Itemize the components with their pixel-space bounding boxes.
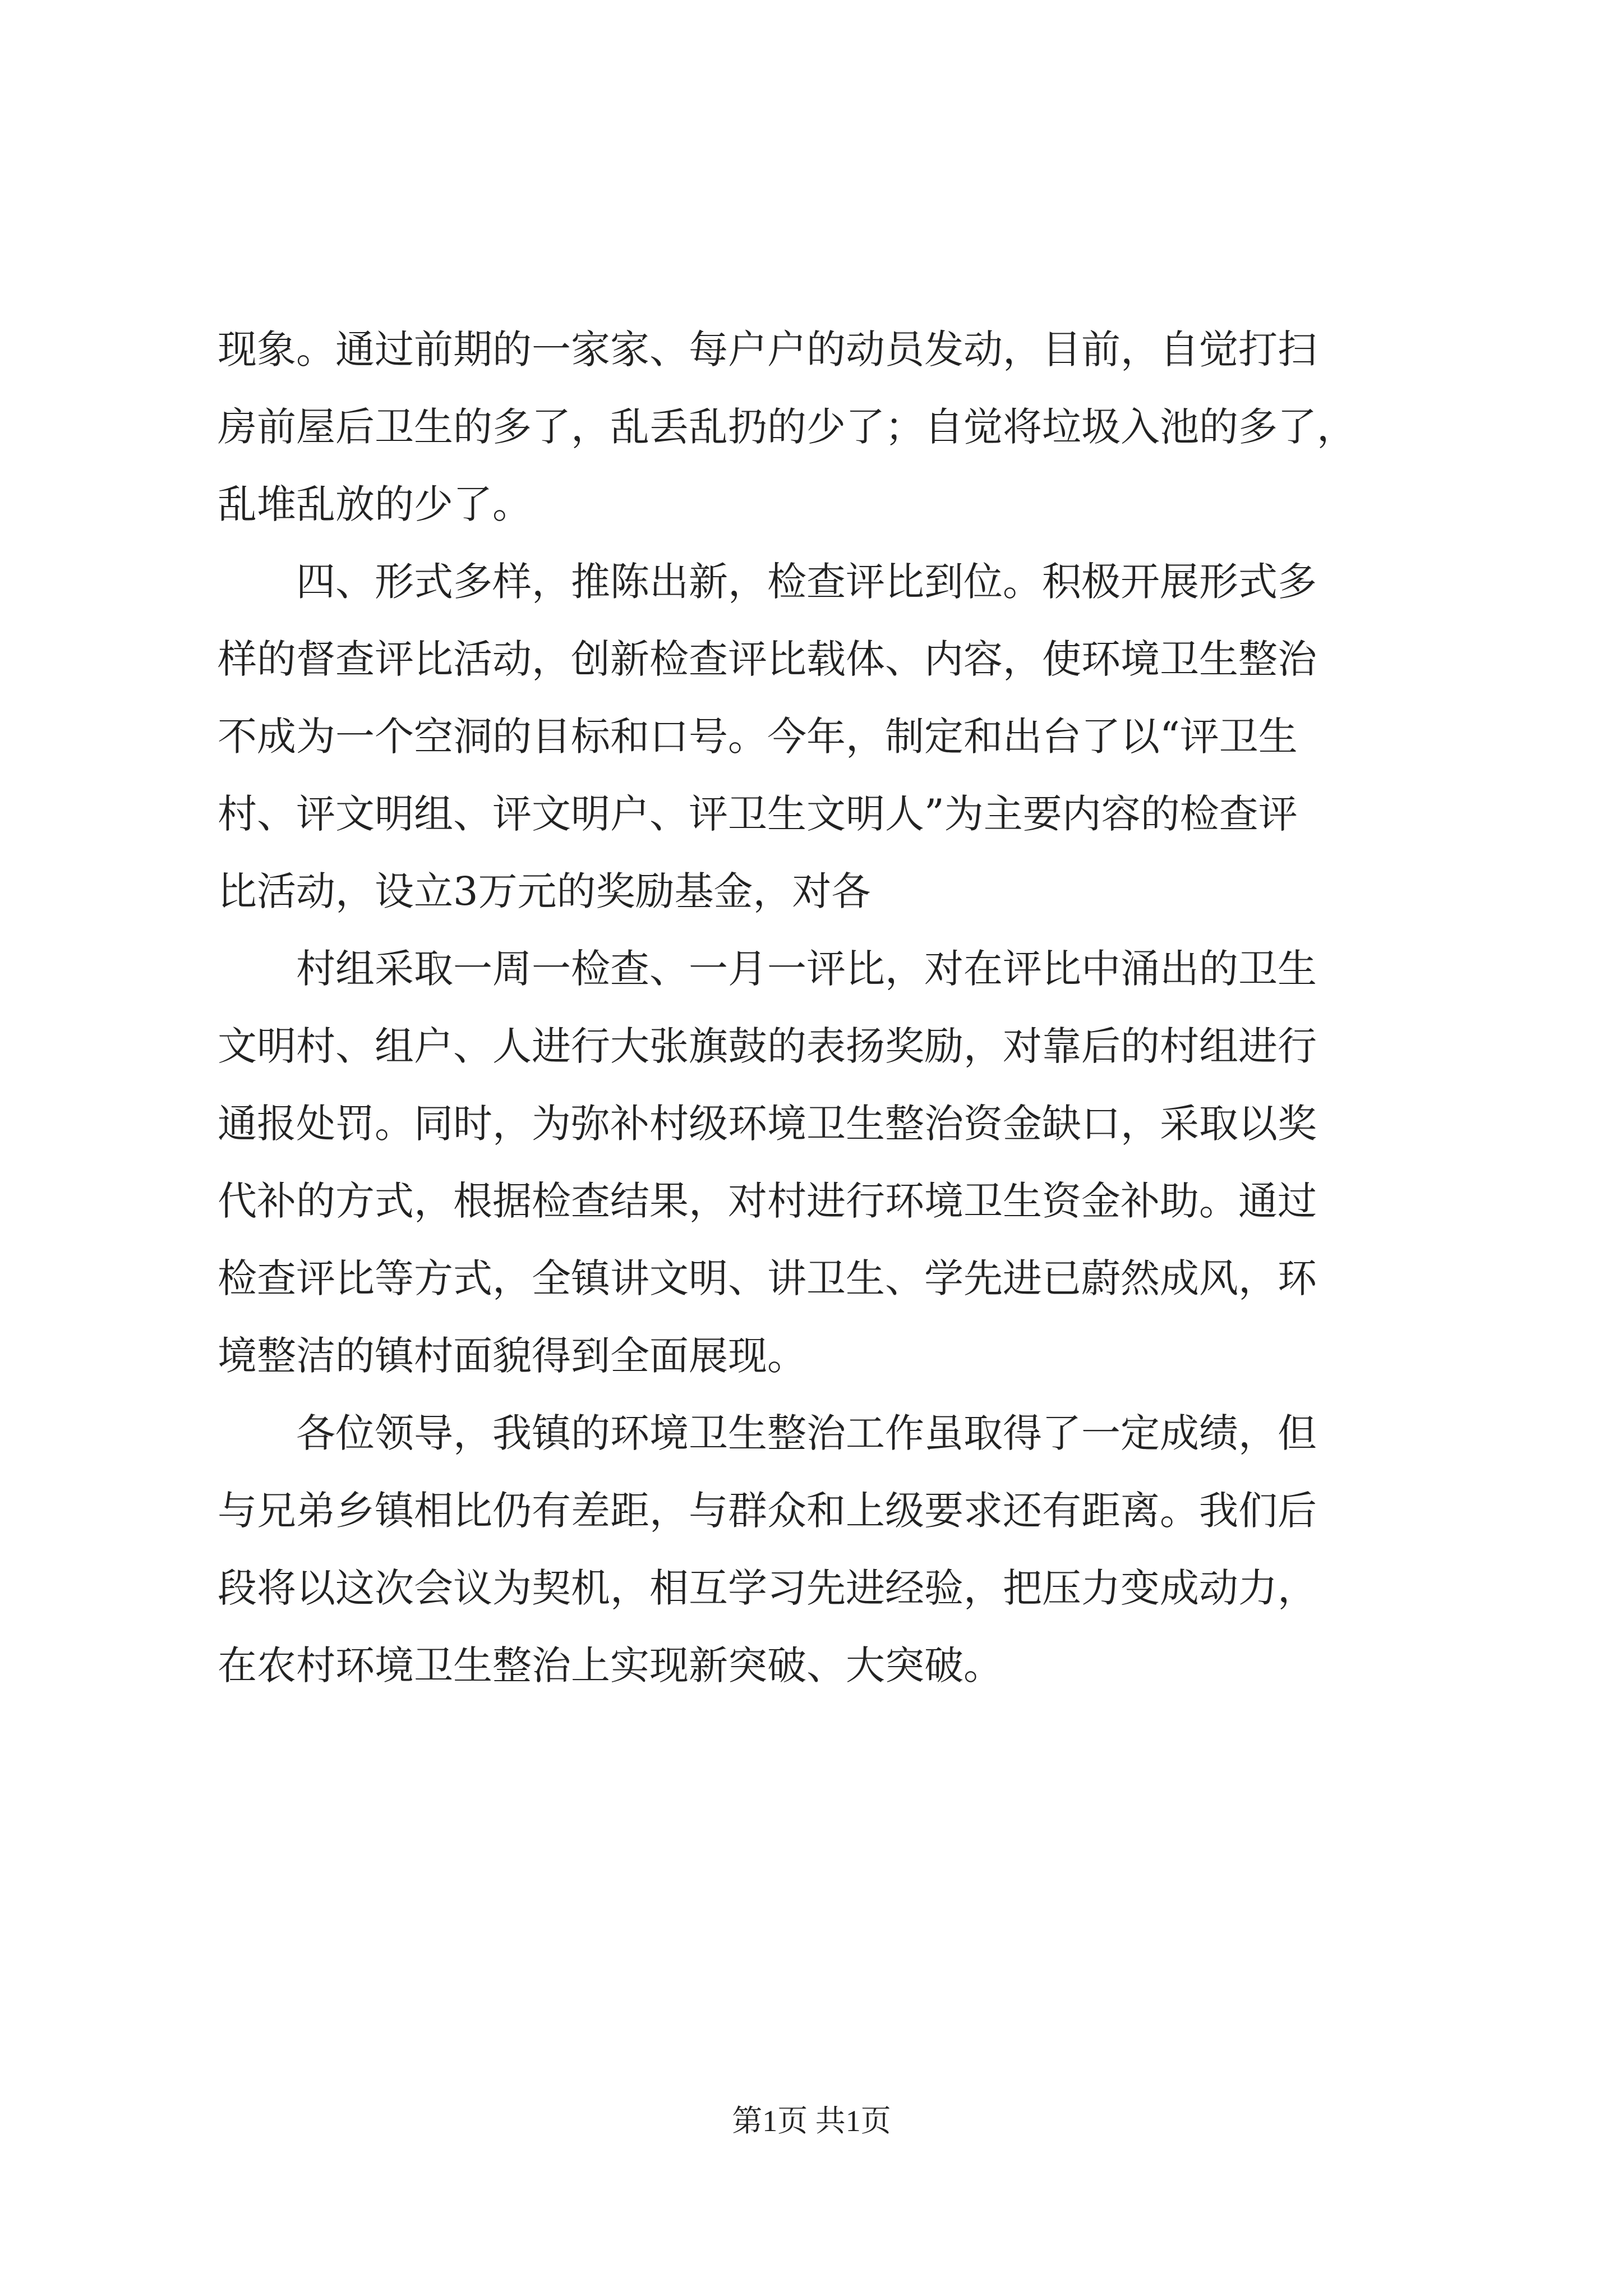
paragraph-3 — [218, 930, 1412, 1395]
paragraph-line: 各位领导，我镇的环境卫生整治工作虽取得了一定成绩，但 — [296, 1410, 1317, 1456]
paragraph-1 — [218, 311, 1412, 543]
paragraph-line: 村组采取一周一检查、一月一评比，对在评比中涌出的卫生 — [296, 946, 1317, 992]
paragraph-line: 乱堆乱放的少了。 — [218, 481, 532, 527]
paragraph-line: 村、评文明组、评文明户、评卫生文明人”为主要内容的检查评 — [218, 791, 1298, 837]
paragraph-line: 段将以这次会议为契机，相互学习先进经验，把压力变成动力， — [218, 1565, 1317, 1611]
paragraph-line: 境整洁的镇村面貌得到全面展现。 — [218, 1333, 806, 1379]
paragraph-line: 四、形式多样，推陈出新，检查评比到位。积极开展形式多 — [296, 559, 1317, 605]
paragraph-line: 不成为一个空洞的目标和口号。今年，制定和出台了以“评卫生 — [218, 714, 1298, 760]
paragraph-line: 代补的方式，根据检查结果，对村进行环境卫生资金补助。通过 — [218, 1178, 1317, 1224]
page-footer: 第1页 共1页 — [732, 2104, 891, 2138]
paragraph-line: 比活动，设立3万元的奖励基金，对各 — [218, 868, 871, 914]
paragraph-line: 检查评比等方式，全镇讲文明、讲卫生、学先进已蔚然成风，环 — [218, 1255, 1317, 1301]
paragraph-4 — [218, 1395, 1412, 1704]
paragraph-line: 房前屋后卫生的多了，乱丢乱扔的少了；自觉将垃圾入池的多了， — [218, 404, 1356, 450]
document-body — [218, 311, 1412, 1704]
paragraph-line: 在农村环境卫生整治上实现新突破、大突破。 — [218, 1642, 1003, 1688]
paragraph-line: 样的督查评比活动，创新检查评比载体、内容，使环境卫生整治 — [218, 636, 1317, 682]
paragraph-2 — [218, 543, 1412, 930]
paragraph-line: 通报处罚。同时，为弥补村级环境卫生整治资金缺口，采取以奖 — [218, 1101, 1317, 1147]
paragraph-line: 现象。通过前期的一家家、每户户的动员发动，目前，自觉打扫 — [218, 326, 1317, 372]
paragraph-line: 文明村、组户、人进行大张旗鼓的表扬奖励，对靠后的村组进行 — [218, 1023, 1317, 1069]
paragraph-line: 与兄弟乡镇相比仍有差距，与群众和上级要求还有距离。我们后 — [218, 1488, 1317, 1534]
